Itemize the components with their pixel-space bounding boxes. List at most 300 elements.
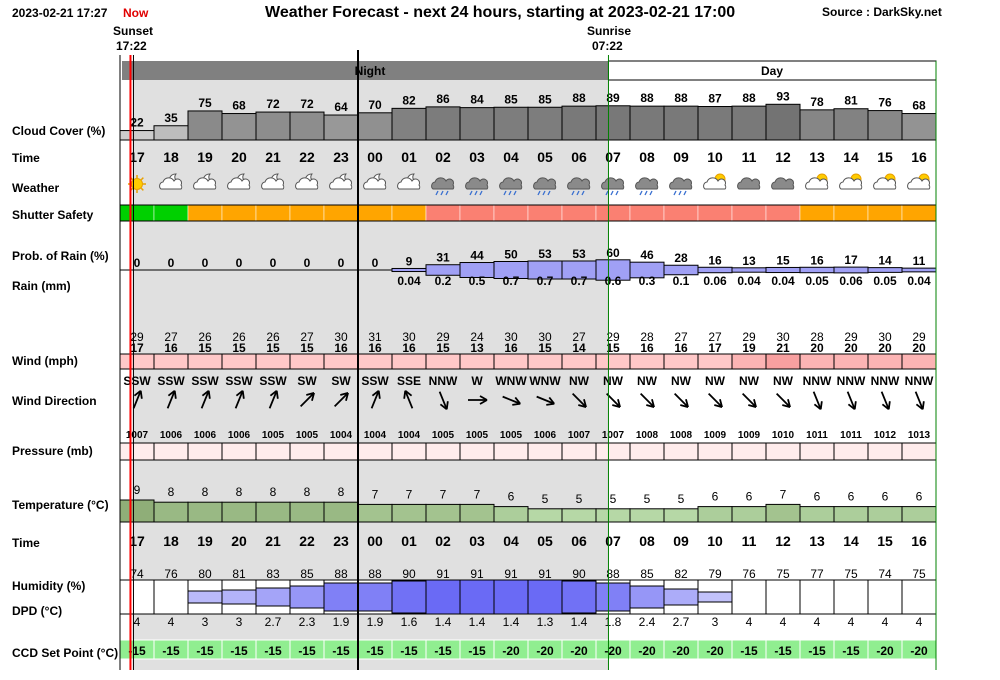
humidity-value: 85 — [640, 567, 654, 581]
cloud-cover-bar — [698, 107, 732, 140]
rain-icon — [636, 178, 658, 195]
dpd-value: 1.9 — [332, 615, 350, 629]
ccd-set-point-value: -20 — [876, 644, 894, 658]
cloud-cover-value: 22 — [130, 115, 144, 130]
rain-amount-value: 0.04 — [737, 274, 761, 288]
wind-speed-value: 15 — [198, 341, 212, 355]
wind-direction-label: SSW — [191, 374, 219, 388]
time-cell: 20 — [231, 149, 247, 165]
dpd-value: 4 — [813, 615, 821, 629]
time-cell-bottom: 08 — [639, 533, 655, 549]
humidity-value: 91 — [538, 567, 552, 581]
cloud-cover-bar — [664, 106, 698, 140]
shutter-safety-cell-caution — [290, 205, 324, 221]
shutter-safety-cell-unsafe — [630, 205, 664, 221]
pressure-value: 1006 — [193, 430, 217, 441]
wind-speed-value: 15 — [300, 341, 314, 355]
ccd-set-point-value: -15 — [468, 644, 486, 658]
humidity-bar — [460, 580, 494, 614]
cloud-cover-value: 68 — [232, 98, 246, 113]
dpd-value: 1.3 — [536, 615, 554, 629]
wind-direction-label: SW — [331, 374, 351, 388]
time-cell-bottom: 14 — [843, 533, 859, 549]
shutter-safety-cell-caution — [834, 205, 868, 221]
time-cell-bottom: 10 — [707, 533, 723, 549]
wind-speed-value: 16 — [402, 341, 416, 355]
humidity-value: 91 — [470, 567, 484, 581]
time-cell-bottom: 21 — [265, 533, 281, 549]
ccd-set-point-value: -20 — [570, 644, 588, 658]
prob-rain-value: 11 — [912, 254, 926, 269]
rain-amount-value: 0.05 — [805, 274, 829, 288]
humidity-value: 81 — [232, 567, 246, 581]
wind-gust-value: 26 — [198, 330, 212, 344]
pressure-cell — [256, 443, 290, 460]
cloudy-icon — [772, 178, 794, 189]
time-cell: 04 — [503, 149, 519, 165]
dpd-value: 4 — [745, 615, 753, 629]
time-cell: 14 — [843, 149, 859, 165]
rain-amount-value: 0.7 — [502, 274, 520, 288]
ccd-set-point-value: -15 — [298, 644, 316, 658]
temperature-bar — [902, 507, 936, 522]
shutter-safety-cell-caution — [358, 205, 392, 221]
cloud-cover-value: 72 — [300, 97, 314, 112]
pressure-value: 1006 — [227, 430, 251, 441]
temperature-value: 6 — [745, 489, 753, 504]
ccd-set-point-value: -15 — [434, 644, 452, 658]
pressure-cell — [426, 443, 460, 460]
shutter-safety-cell-unsafe — [664, 205, 698, 221]
wind-arrow-icon — [672, 391, 691, 410]
temperature-value: 5 — [643, 491, 651, 506]
wind-speed-value: 19 — [742, 341, 756, 355]
time-cell-bottom: 12 — [775, 533, 791, 549]
time-cell-bottom: 20 — [231, 533, 247, 549]
time-cell-bottom: 05 — [537, 533, 553, 549]
prob-rain-bar — [902, 268, 936, 272]
wind-speed-value: 16 — [504, 341, 518, 355]
cloud-cover-bar — [154, 126, 188, 140]
cloud-cover-value: 88 — [674, 91, 688, 106]
prob-rain-value: 44 — [470, 248, 484, 263]
wind-speed-cell — [528, 354, 562, 369]
pressure-value: 1006 — [159, 430, 183, 441]
wind-gust-value: 31 — [368, 330, 382, 344]
wind-direction-label: SSE — [396, 374, 422, 388]
prob-rain-value: 0 — [371, 256, 379, 270]
temperature-bar — [256, 502, 290, 522]
wind-speed-cell — [902, 354, 936, 369]
wind-arrow-icon — [810, 390, 825, 411]
temperature-value: 7 — [473, 487, 481, 502]
cloud-cover-bar — [290, 112, 324, 140]
shutter-safety-cell-unsafe — [562, 205, 596, 221]
wind-speed-value: 20 — [912, 341, 926, 355]
temperature-bar — [460, 504, 494, 522]
pressure-cell — [460, 443, 494, 460]
time-cell: 02 — [435, 149, 451, 165]
dpd-value: 4 — [915, 615, 923, 629]
shutter-safety-cell-unsafe — [698, 205, 732, 221]
pressure-value: 1009 — [703, 430, 727, 441]
humidity-bar — [426, 580, 460, 614]
sunrise-label: Sunrise — [587, 24, 632, 38]
wind-direction-label: NNW — [836, 374, 866, 388]
cloud-cover-bar — [766, 104, 800, 140]
rain-amount-value: 0.04 — [397, 274, 421, 288]
wind-speed-cell — [392, 354, 426, 369]
pressure-cell — [698, 443, 732, 460]
temperature-bar — [358, 504, 392, 522]
ccd-set-point-value: -15 — [332, 644, 350, 658]
cloud-cover-bar — [426, 107, 460, 140]
pressure-value: 1005 — [465, 430, 489, 441]
humidity-bar — [562, 581, 596, 613]
prob-rain-value: 0 — [133, 256, 141, 270]
wind-direction-label: NW — [637, 374, 657, 388]
wind-speed-cell — [868, 354, 902, 369]
pressure-value: 1005 — [261, 430, 285, 441]
wind-speed-cell — [426, 354, 460, 369]
temperature-value: 6 — [881, 489, 889, 504]
cloud-cover-value: 75 — [198, 95, 212, 110]
pressure-cell — [392, 443, 426, 460]
temperature-value: 8 — [201, 485, 209, 500]
time-cell: 11 — [741, 149, 757, 165]
prob-rain-value: 50 — [504, 247, 518, 262]
humidity-value: 79 — [708, 567, 722, 581]
rain-amount-value: 0.1 — [672, 274, 690, 288]
wind-gust-value: 27 — [708, 330, 722, 344]
humidity-bar — [324, 583, 358, 611]
ccd-set-point-value: -20 — [706, 644, 724, 658]
prob-rain-value: 28 — [674, 251, 688, 266]
pressure-cell — [154, 443, 188, 460]
cloud-cover-bar — [834, 109, 868, 140]
pressure-value: 1005 — [431, 430, 455, 441]
prob-rain-value: 0 — [269, 256, 277, 270]
wind-gust-value: 30 — [776, 330, 790, 344]
temperature-value: 7 — [371, 487, 379, 502]
timestamp: 2023-02-21 17:27 — [12, 6, 108, 20]
humidity-bar — [494, 580, 528, 614]
wind-gust-value: 29 — [606, 330, 620, 344]
temperature-bar — [222, 502, 256, 522]
wind-speed-value: 17 — [130, 341, 144, 355]
time-cell: 01 — [401, 149, 417, 165]
wind-gust-value: 29 — [912, 330, 926, 344]
wind-gust-value: 27 — [300, 330, 314, 344]
temperature-bar — [188, 502, 222, 522]
wind-speed-value: 20 — [878, 341, 892, 355]
row-label-time-bottom: Time — [12, 536, 40, 550]
cloud-cover-value: 88 — [640, 91, 654, 106]
pressure-cell — [324, 443, 358, 460]
prob-rain-value: 13 — [742, 253, 756, 268]
wind-speed-value: 16 — [164, 341, 178, 355]
humidity-value: 74 — [130, 567, 144, 581]
prob-rain-value: 31 — [436, 250, 450, 265]
humidity-value: 75 — [912, 567, 926, 581]
wind-direction-label: NNW — [802, 374, 832, 388]
prob-rain-value: 14 — [878, 253, 892, 268]
prob-rain-value: 0 — [303, 256, 311, 270]
temperature-bar — [630, 509, 664, 522]
time-cell: 21 — [265, 149, 281, 165]
dpd-value: 2.4 — [638, 615, 656, 629]
time-cell-bottom: 07 — [605, 533, 621, 549]
wind-direction-label: NNW — [870, 374, 900, 388]
wind-gust-value: 30 — [504, 330, 518, 344]
shutter-safety-cell-unsafe — [732, 205, 766, 221]
humidity-value: 82 — [674, 567, 688, 581]
cloud-cover-value: 68 — [912, 98, 926, 113]
cloud-cover-value: 76 — [878, 95, 892, 110]
cloud-cover-bar — [732, 106, 766, 140]
cloud-cover-value: 35 — [164, 110, 178, 125]
temperature-value: 5 — [677, 491, 685, 506]
temperature-bar — [698, 507, 732, 522]
time-cell-bottom: 00 — [367, 533, 383, 549]
wind-speed-cell — [494, 354, 528, 369]
shutter-safety-cell-caution — [256, 205, 290, 221]
wind-speed-value: 15 — [606, 341, 620, 355]
pressure-value: 1006 — [533, 430, 557, 441]
row-label-temperature: Temperature (°C) — [12, 498, 109, 512]
humidity-value: 77 — [810, 567, 824, 581]
shutter-safety-cell-caution — [902, 205, 936, 221]
shutter-safety-cell-caution — [222, 205, 256, 221]
prob-rain-value: 17 — [844, 253, 858, 268]
source-credit: Source : DarkSky.net — [822, 5, 942, 19]
cloud-cover-value: 89 — [606, 90, 620, 105]
row-label-cloud-cover: Cloud Cover (%) — [12, 124, 106, 138]
rain-amount-value: 0.7 — [570, 274, 588, 288]
pressure-value: 1004 — [397, 430, 421, 441]
wind-direction-label: NW — [773, 374, 793, 388]
dpd-value: 4 — [779, 615, 787, 629]
time-cell: 19 — [197, 149, 213, 165]
time-cell-bottom: 01 — [401, 533, 417, 549]
temperature-bar — [800, 507, 834, 522]
rain-amount-value: 0.2 — [434, 274, 452, 288]
wind-speed-cell — [324, 354, 358, 369]
pressure-cell — [630, 443, 664, 460]
ccd-set-point-value: -20 — [604, 644, 622, 658]
dpd-value: 4 — [167, 615, 175, 629]
cloud-cover-bar — [256, 112, 290, 140]
humidity-bar — [664, 589, 698, 605]
pressure-cell — [528, 443, 562, 460]
shutter-safety-cell-safe — [120, 205, 154, 221]
sunset-time: 17:22 — [116, 39, 147, 53]
wind-speed-value: 13 — [470, 341, 484, 355]
dpd-value: 3 — [235, 615, 243, 629]
pressure-value: 1009 — [737, 430, 761, 441]
humidity-bar — [392, 581, 426, 613]
wind-speed-cell — [120, 354, 154, 369]
cloud-cover-value: 64 — [334, 100, 348, 115]
cloud-cover-value: 84 — [470, 92, 484, 107]
cloud-cover-value: 93 — [776, 89, 790, 104]
ccd-set-point-value: -15 — [366, 644, 384, 658]
dpd-value: 1.4 — [502, 615, 520, 629]
prob-rain-bar — [392, 268, 426, 271]
humidity-value: 91 — [436, 567, 450, 581]
row-label-dpd: DPD (°C) — [12, 604, 63, 618]
temperature-value: 9 — [133, 483, 141, 497]
wind-speed-value: 17 — [708, 341, 722, 355]
pressure-cell — [766, 443, 800, 460]
humidity-value: 88 — [368, 567, 382, 581]
shutter-safety-cell-unsafe — [426, 205, 460, 221]
time-cell-bottom: 19 — [197, 533, 213, 549]
pressure-cell — [494, 443, 528, 460]
prob-rain-bar — [800, 267, 834, 272]
pressure-value: 1004 — [363, 430, 387, 441]
wind-speed-value: 16 — [640, 341, 654, 355]
wind-speed-cell — [664, 354, 698, 369]
cloud-cover-bar — [120, 131, 154, 140]
ccd-set-point-value: -20 — [672, 644, 690, 658]
humidity-bar — [698, 592, 732, 602]
time-cell: 09 — [673, 149, 689, 165]
prob-rain-value: 53 — [572, 246, 586, 261]
wind-gust-value: 30 — [878, 330, 892, 344]
time-cell: 03 — [469, 149, 485, 165]
time-cell: 17 — [129, 149, 145, 165]
wind-speed-cell — [834, 354, 868, 369]
prob-rain-value: 53 — [538, 246, 552, 261]
temperature-bar — [120, 500, 154, 522]
cloud-cover-bar — [902, 114, 936, 140]
shutter-safety-cell-caution — [188, 205, 222, 221]
dpd-value: 3 — [711, 615, 719, 629]
page-title: Weather Forecast - next 24 hours, starting at 2023-02-21 17:00 — [265, 4, 736, 21]
humidity-value: 75 — [776, 567, 790, 581]
prob-rain-value: 60 — [606, 245, 620, 260]
wind-direction-label: WNW — [529, 374, 561, 388]
wind-arrow-icon — [740, 391, 759, 410]
time-cell-bottom: 06 — [571, 533, 587, 549]
pressure-cell — [596, 443, 630, 460]
period-day-label: Day — [760, 64, 784, 78]
dpd-value: 1.9 — [366, 615, 384, 629]
wind-arrow-icon — [878, 390, 893, 411]
wind-direction-label: NW — [671, 374, 691, 388]
humidity-cell — [154, 580, 188, 614]
humidity-bar — [290, 586, 324, 608]
time-cell: 08 — [639, 149, 655, 165]
row-label-wind-direction: Wind Direction — [12, 394, 97, 408]
wind-direction-label: NNW — [904, 374, 934, 388]
humidity-value: 85 — [300, 567, 314, 581]
wind-gust-value: 30 — [334, 330, 348, 344]
temperature-value: 8 — [303, 485, 311, 500]
wind-speed-cell — [256, 354, 290, 369]
temperature-bar — [732, 507, 766, 522]
humidity-value: 74 — [878, 567, 892, 581]
cloudy-icon — [738, 178, 760, 189]
cloud-cover-value: 88 — [742, 91, 756, 106]
ccd-set-point-value: -20 — [910, 644, 928, 658]
time-cell-bottom: 04 — [503, 533, 519, 549]
partly-cloudy-day-icon — [840, 174, 862, 189]
shutter-safety-cell-unsafe — [528, 205, 562, 221]
prob-rain-bar — [766, 267, 800, 272]
temperature-bar — [290, 502, 324, 522]
wind-direction-label: W — [471, 374, 483, 388]
prob-rain-value: 46 — [640, 248, 654, 263]
dpd-value: 2.7 — [264, 615, 282, 629]
humidity-value: 88 — [606, 567, 620, 581]
wind-speed-cell — [290, 354, 324, 369]
temperature-value: 6 — [711, 489, 719, 504]
temperature-bar — [154, 502, 188, 522]
pressure-cell — [290, 443, 324, 460]
pressure-value: 1013 — [907, 430, 931, 441]
temperature-value: 6 — [915, 489, 923, 504]
pressure-cell — [834, 443, 868, 460]
cloud-cover-value: 82 — [402, 93, 416, 108]
dpd-value: 4 — [847, 615, 855, 629]
dpd-value: 1.4 — [468, 615, 486, 629]
wind-gust-value: 26 — [266, 330, 280, 344]
humidity-bar — [256, 588, 290, 606]
wind-direction-label: SSW — [259, 374, 287, 388]
wind-speed-cell — [188, 354, 222, 369]
cloud-cover-bar — [630, 106, 664, 140]
cloud-cover-value: 88 — [572, 91, 586, 106]
cloud-cover-bar — [324, 115, 358, 140]
temperature-bar — [392, 504, 426, 522]
temperature-bar — [664, 509, 698, 522]
shutter-safety-cell-unsafe — [596, 205, 630, 221]
time-cell: 23 — [333, 149, 349, 165]
cloud-cover-value: 72 — [266, 97, 280, 112]
ccd-set-point-value: -15 — [196, 644, 214, 658]
cloud-cover-value: 78 — [810, 94, 824, 109]
pressure-value: 1005 — [295, 430, 319, 441]
pressure-cell — [664, 443, 698, 460]
humidity-cell — [766, 580, 800, 614]
cloud-cover-bar — [494, 107, 528, 140]
ccd-set-point-value: -20 — [536, 644, 554, 658]
partly-cloudy-day-icon — [908, 174, 930, 189]
time-cell-bottom: 16 — [911, 533, 927, 549]
cloud-cover-value: 85 — [538, 92, 552, 107]
temperature-value: 8 — [337, 485, 345, 500]
pressure-value: 1007 — [125, 430, 149, 441]
prob-rain-value: 0 — [337, 256, 345, 270]
temperature-bar — [426, 504, 460, 522]
prob-rain-value: 16 — [810, 253, 824, 268]
prob-rain-value: 0 — [167, 256, 175, 270]
humidity-bar — [188, 591, 222, 603]
row-label-prob-rain: Prob. of Rain (%) — [12, 249, 109, 263]
cloud-cover-bar — [358, 113, 392, 140]
humidity-bar — [358, 583, 392, 611]
wind-speed-cell — [596, 354, 630, 369]
wind-gust-value: 30 — [402, 330, 416, 344]
time-cell: 13 — [809, 149, 825, 165]
time-cell-bottom: 03 — [469, 533, 485, 549]
rain-amount-value: 0.06 — [839, 274, 863, 288]
wind-arrow-icon — [706, 391, 725, 410]
ccd-set-point-value: -15 — [774, 644, 792, 658]
wind-speed-value: 16 — [368, 341, 382, 355]
